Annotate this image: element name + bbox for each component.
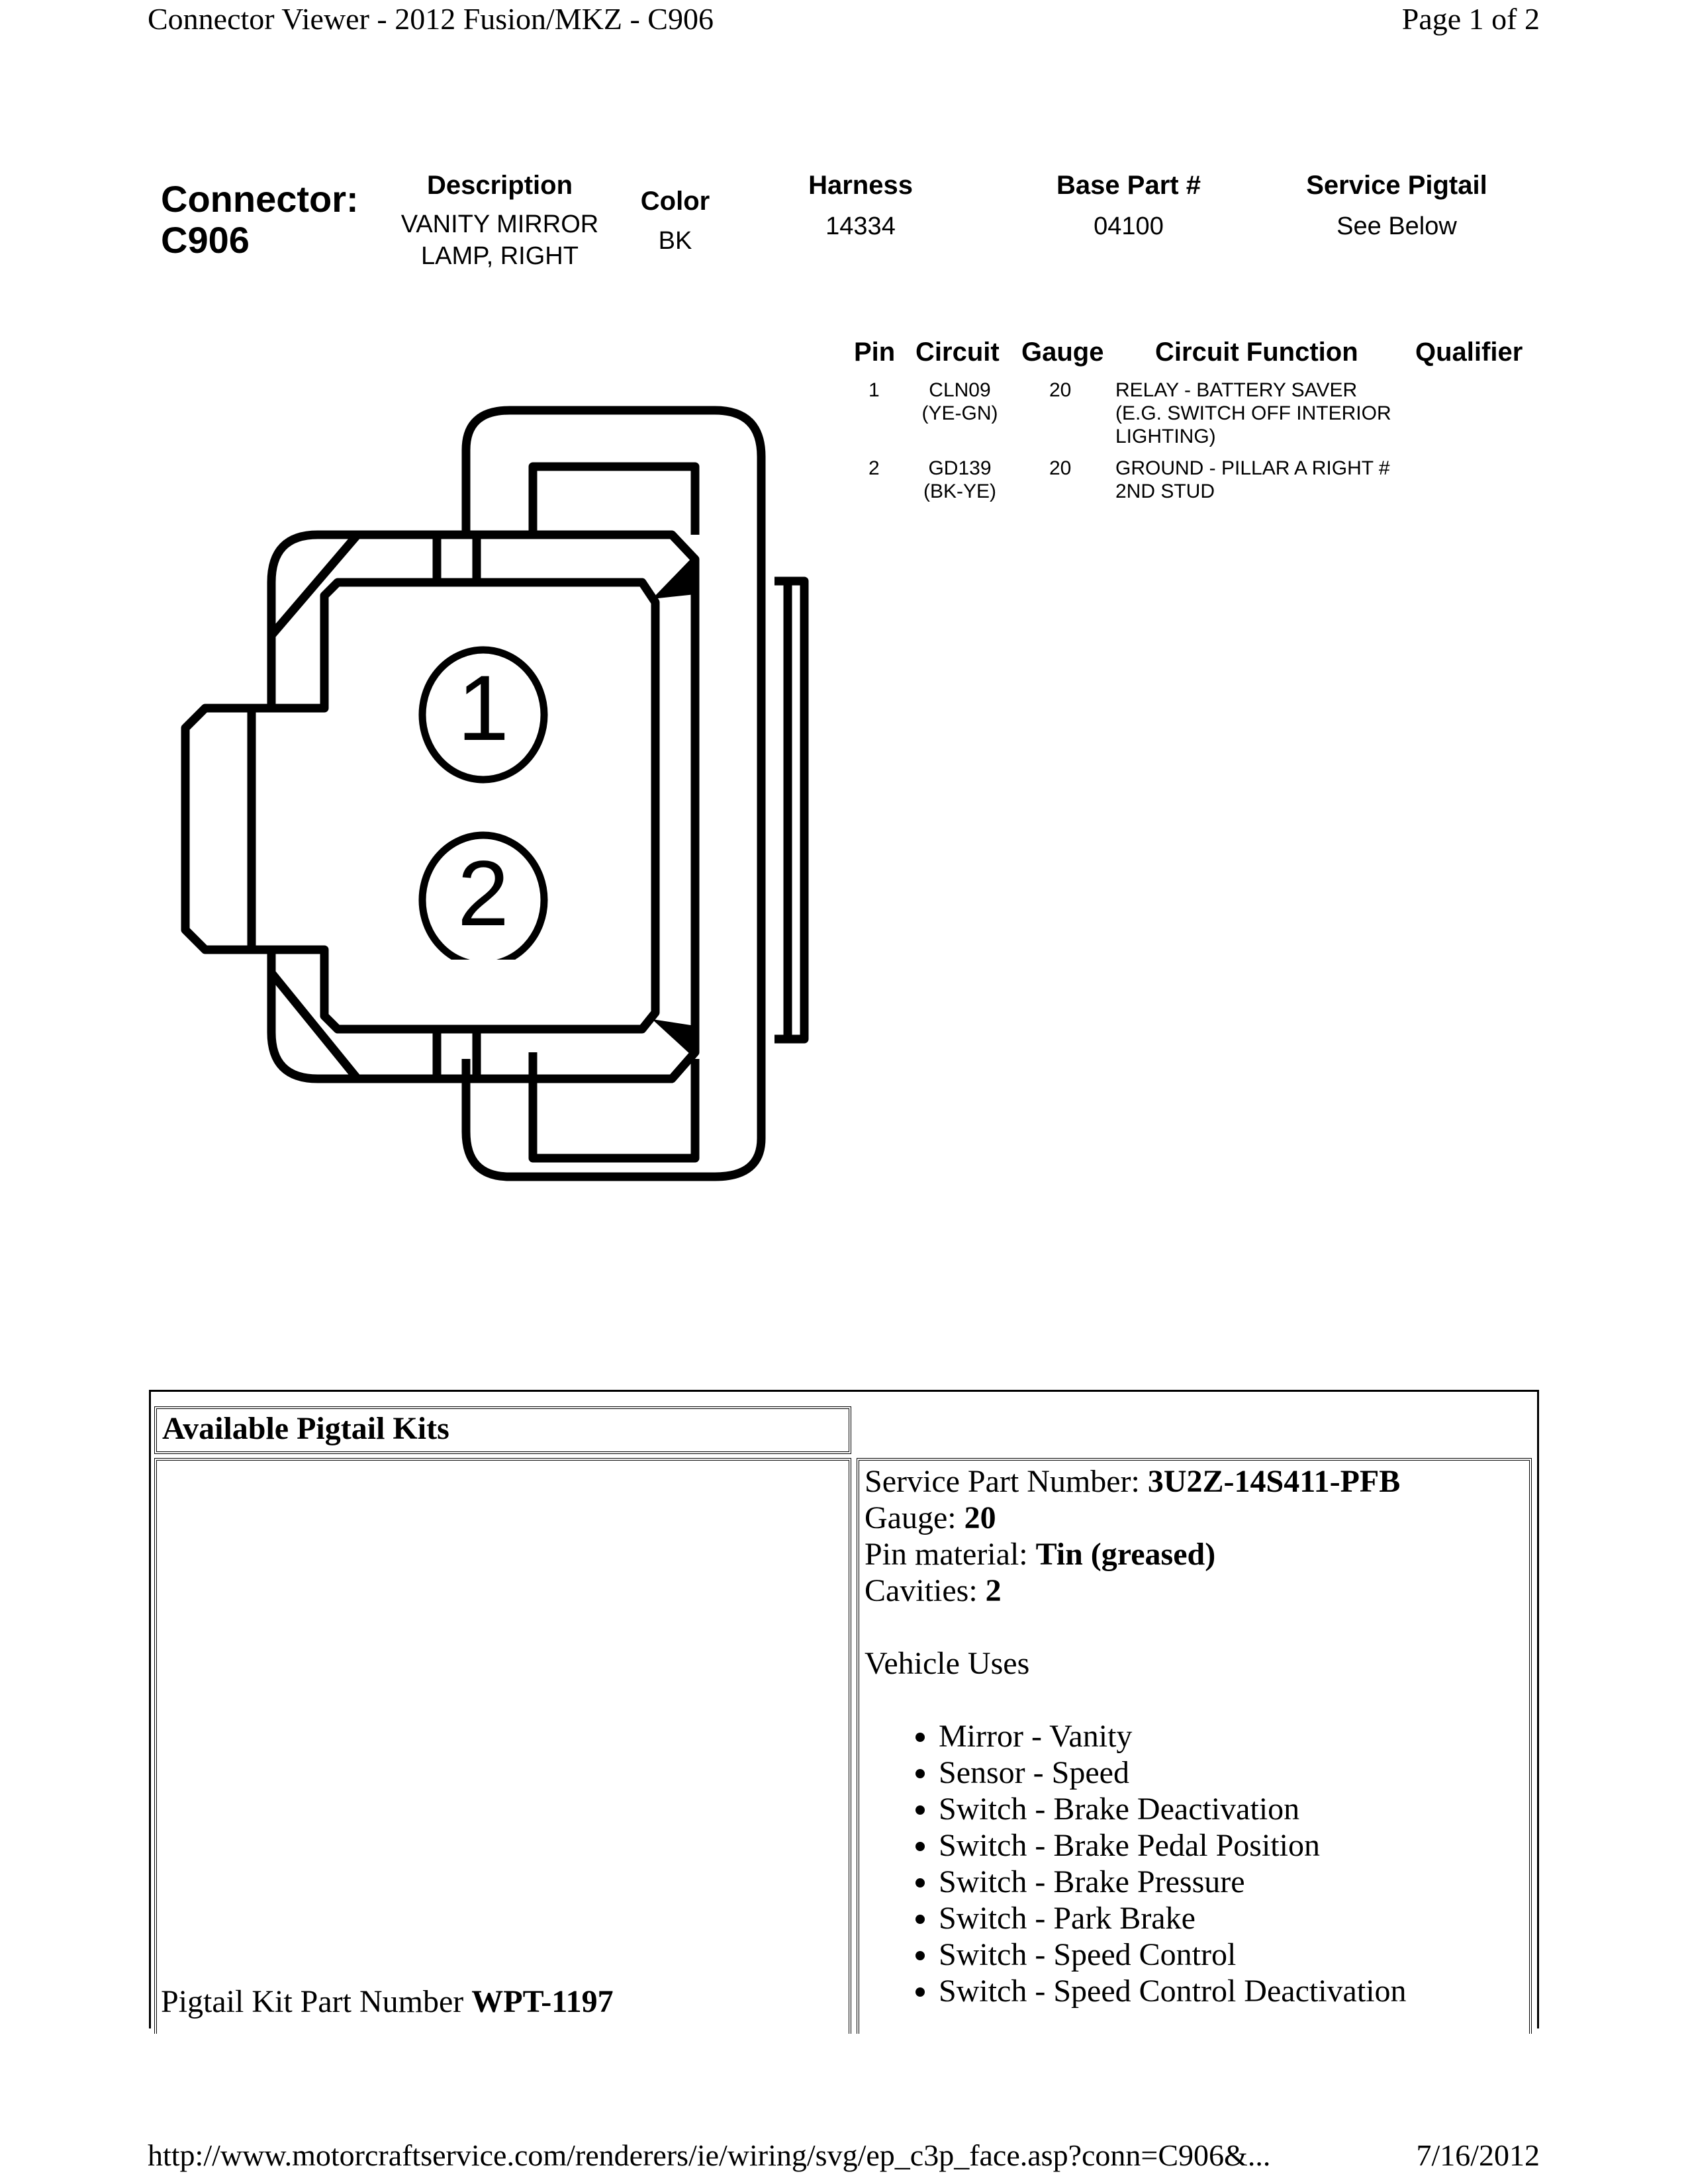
circuit-color: (BK-YE) [923, 480, 996, 502]
pigtail-image-cell [154, 1458, 851, 2034]
pigtail-title-cell [154, 1406, 851, 1454]
footer-url: http://www.motorcraftservice.com/renderers/ie/wiring/svg/ep_c3p_face.asp?conn=C906&... [148, 2138, 1271, 2172]
color-value: BK [658, 227, 692, 255]
pin-label-1: 1 [457, 656, 509, 760]
latch-arrow-icon [652, 1019, 695, 1056]
pin-table-header-circuit: Circuit [915, 338, 1000, 367]
vehicle-uses-heading: Vehicle Uses [865, 1646, 1030, 1681]
function-line: 2ND STUD [1115, 480, 1215, 502]
kit-number: WPT-1197 [471, 1984, 614, 2019]
cavities-row [865, 1572, 1407, 1609]
gauge-row [865, 1500, 1407, 1536]
pigtail-details [865, 1463, 1407, 2009]
pin-table-header-gauge: Gauge [1021, 338, 1104, 367]
kit-label: Pigtail Kit Part Number [161, 1984, 472, 2019]
cavities-value: 2 [985, 1573, 1002, 1608]
spn-value: 3U2Z-14S411-PFB [1147, 1464, 1401, 1499]
vehicle-uses-list [865, 1718, 1407, 2009]
gauge-value: 20 [964, 1500, 996, 1535]
pin-table-header-pin: Pin [854, 338, 896, 367]
function-line: (E.G. SWITCH OFF INTERIOR [1115, 402, 1391, 424]
color-heading: Color [640, 187, 710, 216]
description-line: VANITY MIRROR [400, 210, 599, 238]
list-item: • Sensor - Speed [939, 1754, 1407, 1791]
gauge-label: Gauge: [865, 1500, 964, 1535]
service-pigtail-value: See Below [1336, 212, 1457, 240]
list-item: • Switch - Speed Control Deactivation [939, 1973, 1407, 2009]
connector-outline-drawing [0, 0, 861, 1257]
gauge-value: 20 [1049, 457, 1072, 479]
list-item: • Switch - Brake Pressure [939, 1864, 1407, 1900]
pin-material-value: Tin (greased) [1035, 1537, 1216, 1572]
list-item: • Switch - Brake Deactivation [939, 1791, 1407, 1827]
gauge-value: 20 [1049, 379, 1072, 401]
pigtail-details-cell [857, 1458, 1532, 2034]
pin-material-row [865, 1536, 1407, 1572]
list-item: • Mirror - Vanity [939, 1718, 1407, 1754]
list-item: • Switch - Speed Control [939, 1936, 1407, 1973]
function-line: GROUND - PILLAR A RIGHT # [1115, 457, 1390, 479]
connector-id: C906 [161, 219, 250, 261]
function-line: LIGHTING) [1115, 426, 1216, 447]
cavities-label: Cavities: [865, 1573, 986, 1608]
circuit-color: (YE-GN) [921, 402, 998, 424]
pigtail-kits-panel [149, 1390, 1539, 2028]
pin-table-header-qualifier: Qualifier [1415, 338, 1523, 367]
circuit-code [914, 457, 1006, 503]
circuit-id: CLN09 [929, 379, 991, 401]
list-item: • Switch - Brake Pedal Position [939, 1827, 1407, 1864]
pin-material-label: Pin material: [865, 1537, 1036, 1572]
spn-label: Service Part Number: [865, 1464, 1148, 1499]
list-item: • Switch - Park Brake [939, 1900, 1407, 1936]
spn-row [865, 1463, 1407, 1500]
function-line: RELAY - BATTERY SAVER [1115, 379, 1358, 401]
base-part-value: 04100 [1094, 212, 1164, 240]
description-heading: Description [426, 171, 573, 200]
service-pigtail-heading: Service Pigtail [1306, 171, 1487, 200]
description-line: LAMP, RIGHT [421, 242, 579, 270]
circuit-function [1115, 379, 1391, 448]
page-title: Connector Viewer - 2012 Fusion/MKZ - C906 [148, 2, 714, 36]
connector-label: Connector: [161, 178, 359, 220]
latch-arrow-icon [652, 558, 695, 599]
base-part-heading: Base Part # [1056, 171, 1201, 200]
pin-table-header-function: Circuit Function [1155, 338, 1358, 367]
harness-heading: Harness [808, 171, 913, 200]
pin-number: 1 [868, 379, 880, 401]
circuit-function [1115, 457, 1390, 503]
footer-date: 7/16/2012 [1416, 2138, 1540, 2172]
pin-number: 2 [868, 457, 880, 479]
circuit-id: GD139 [928, 457, 992, 479]
pigtail-kit-part [161, 1983, 614, 2020]
circuit-code [914, 379, 1006, 425]
harness-value: 14334 [825, 212, 896, 240]
section-title: Available Pigtail Kits [162, 1411, 449, 1446]
pin-label-2: 2 [457, 841, 509, 945]
page-number: Page 1 of 2 [1401, 2, 1540, 36]
